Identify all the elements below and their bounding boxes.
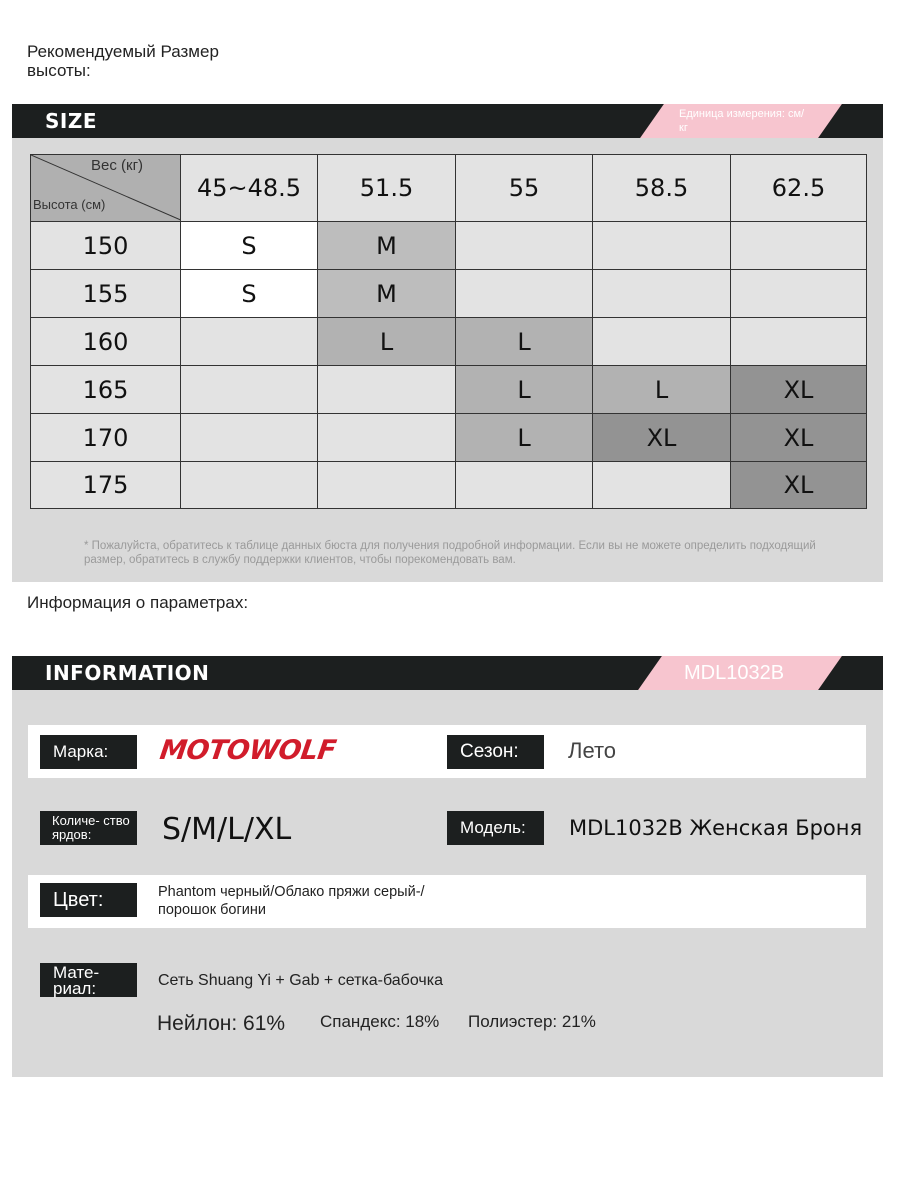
size-header-band bbox=[12, 104, 883, 138]
size-cell bbox=[731, 318, 867, 366]
model-label: Модель: bbox=[447, 811, 544, 845]
size-cell: L bbox=[318, 318, 456, 366]
weight-header: 62.5 bbox=[731, 155, 867, 222]
size-cell: XL bbox=[593, 414, 731, 462]
size-cell: L bbox=[456, 414, 593, 462]
size-cell bbox=[593, 462, 731, 509]
weight-header: 45~48.5 bbox=[181, 155, 318, 222]
size-cell: XL bbox=[731, 462, 867, 509]
height-cell: 160 bbox=[31, 318, 181, 366]
weight-header: 58.5 bbox=[593, 155, 731, 222]
composition-polyester: Полиэстер: 21% bbox=[468, 1012, 596, 1031]
height-cell: 150 bbox=[31, 222, 181, 270]
color-label: Цвет: bbox=[40, 883, 137, 917]
brand-logo: MOTOWOLF bbox=[157, 735, 338, 766]
info-header-band bbox=[12, 656, 883, 690]
size-cell bbox=[318, 366, 456, 414]
table-row bbox=[31, 366, 867, 414]
size-cell: L bbox=[593, 366, 731, 414]
size-cell: S bbox=[181, 270, 318, 318]
size-cell: S bbox=[181, 222, 318, 270]
season-label: Сезон: bbox=[447, 735, 544, 769]
table-corner-header bbox=[31, 155, 181, 222]
size-cell bbox=[593, 270, 731, 318]
table-row bbox=[31, 270, 867, 318]
info-caption: Информация о параметрах: bbox=[27, 593, 249, 612]
weight-axis-label: Вес (кг) bbox=[91, 157, 144, 174]
size-cell bbox=[318, 414, 456, 462]
size-range-label: Количе- ство ярдов: bbox=[40, 811, 137, 845]
model-code: MDL1032B bbox=[684, 662, 785, 684]
size-cell: M bbox=[318, 222, 456, 270]
size-band-title: SIZE bbox=[45, 109, 98, 133]
table-row bbox=[31, 222, 867, 270]
size-caption: Рекомендуемый Размер высоты: bbox=[27, 42, 219, 80]
model-value: MDL1032B Женская Броня bbox=[569, 816, 863, 840]
size-cell bbox=[181, 462, 318, 509]
material-label: Мате- риал: bbox=[40, 963, 137, 997]
table-row bbox=[31, 414, 867, 462]
size-cell bbox=[456, 222, 593, 270]
composition-spandex: Спандекс: 18% bbox=[320, 1012, 440, 1031]
info-band-title: INFORMATION bbox=[45, 661, 210, 685]
table-row bbox=[31, 318, 867, 366]
size-cell: L bbox=[456, 366, 593, 414]
composition-nylon: Нейлон: 61% bbox=[157, 1012, 286, 1035]
size-cell bbox=[456, 270, 593, 318]
color-value: Phantom черный/Облако пряжи серый-/порошок богини bbox=[158, 884, 425, 918]
size-cell bbox=[318, 462, 456, 509]
height-cell: 170 bbox=[31, 414, 181, 462]
height-axis-label: Высота (см) bbox=[33, 197, 106, 212]
height-cell: 175 bbox=[31, 462, 181, 509]
size-advice-note: * Пожалуйста, обратитесь к таблице данных бюста для получения подробной информации. Если вы не можете определить подходящий размер, обратитесь в службу поддержки клиентов, чтобы порекомендовать вам. bbox=[84, 540, 816, 566]
height-cell: 155 bbox=[31, 270, 181, 318]
size-cell: M bbox=[318, 270, 456, 318]
material-value: Сеть Shuang Yi + Gab + сетка-бабочка bbox=[158, 972, 443, 989]
season-value: Лето bbox=[568, 738, 617, 763]
size-range-value: S/M/L/XL bbox=[162, 812, 292, 847]
size-chart-table bbox=[30, 154, 867, 509]
size-cell: XL bbox=[731, 414, 867, 462]
size-cell: L bbox=[456, 318, 593, 366]
table-row bbox=[31, 462, 867, 509]
size-cell bbox=[181, 366, 318, 414]
height-cell: 165 bbox=[31, 366, 181, 414]
size-cell bbox=[456, 462, 593, 509]
size-cell bbox=[181, 414, 318, 462]
size-cell bbox=[593, 318, 731, 366]
weight-header: 55 bbox=[456, 155, 593, 222]
size-cell: XL bbox=[731, 366, 867, 414]
size-cell bbox=[731, 270, 867, 318]
unit-note: Единица измерения: см/кг bbox=[679, 108, 805, 134]
size-cell bbox=[731, 222, 867, 270]
size-cell bbox=[181, 318, 318, 366]
brand-label: Марка: bbox=[40, 735, 137, 769]
size-cell bbox=[593, 222, 731, 270]
weight-header: 51.5 bbox=[318, 155, 456, 222]
